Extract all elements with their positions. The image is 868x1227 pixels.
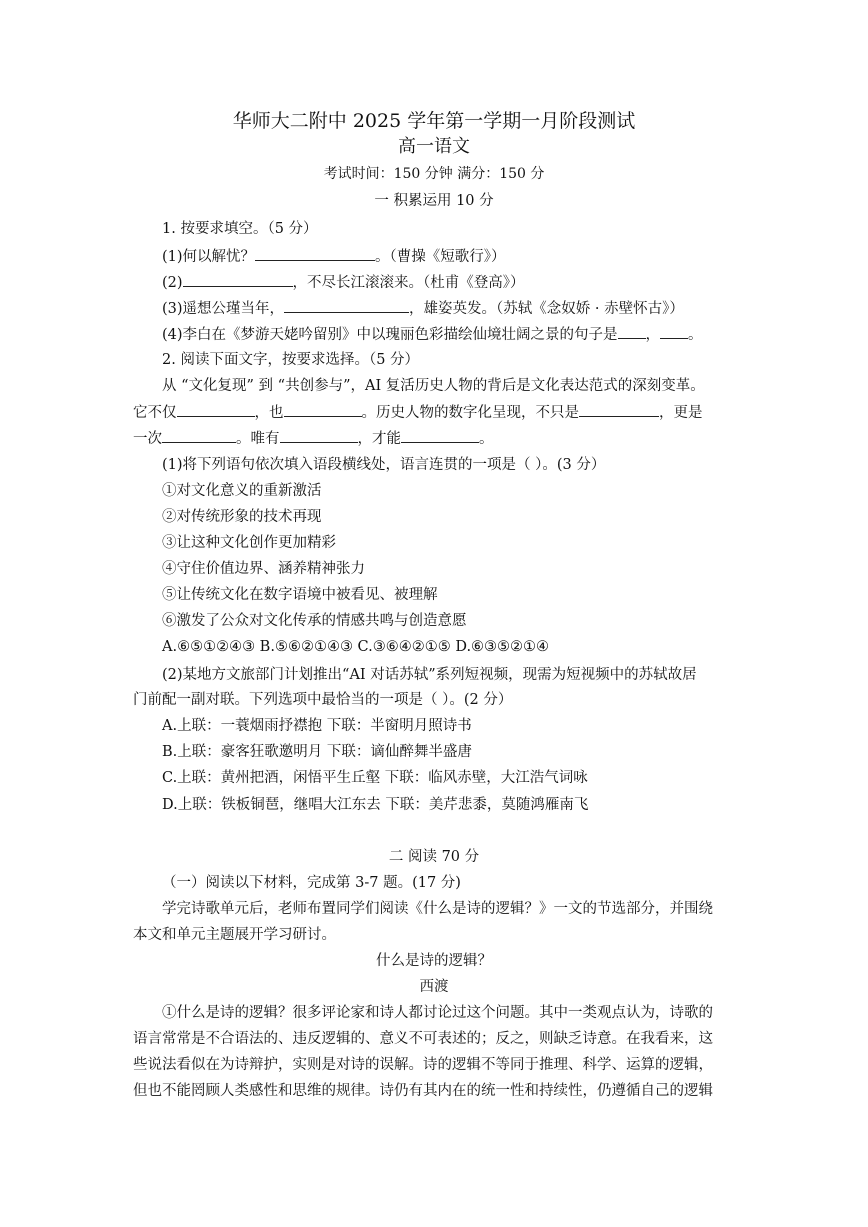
q2-option: C.上联：黄州把酒，闲悟平生丘壑 下联：临风赤壁，大江浩气词咏 [162, 770, 588, 786]
article-author: 西渡 [419, 979, 449, 995]
intro-line-2: 本文和单元主题展开学习研讨。 [133, 927, 336, 943]
q2-passage-line-2 [133, 402, 703, 423]
section-2-heading: 二 阅读 70 分 [388, 849, 480, 865]
exam-subtitle: 高一语文 [398, 136, 470, 157]
q1-line-3-a: (3)遥想公瑾当年， [162, 301, 285, 317]
q2-item: ⑥激发了公众对文化传承的情感共鸣与创造意愿 [162, 613, 467, 629]
q2-p3-b: 。唯有 [236, 431, 280, 447]
q2-p3-a: 一次 [133, 431, 162, 447]
q1-line-4-b: ， [645, 327, 661, 343]
q2-sub-question-2-line-2: 门前配一副对联。下列选项中最恰当的一项是（ ）。(2 分） [133, 692, 513, 708]
q1-line-2-a: (2) [162, 275, 183, 291]
blank [284, 402, 362, 417]
q2-choices: A.⑥⑤①②④③ B.⑤⑥②①④③ C.③⑥④②①⑤ D.⑥③⑤②①④ [162, 639, 550, 655]
q2-sub-question-2-line-1: (2)某地方文旅部门计划推出“AI 对话苏轼”系列短视频，现需为短视频中的苏轼故居 [162, 667, 697, 683]
blank [162, 428, 236, 443]
q2-p2-d: ，更是 [659, 405, 703, 421]
blank [579, 402, 659, 417]
q2-item: ③让这种文化创作更加精彩 [162, 535, 336, 551]
q1-line-4-a: (4)李白在《梦游天姥吟留别》中以瑰丽色彩描绘仙境壮阔之景的句子是 [162, 327, 618, 343]
q2-passage-line-3 [133, 428, 494, 449]
blank [177, 402, 255, 417]
blank [618, 324, 646, 339]
article-title: 什么是诗的逻辑？ [376, 953, 492, 969]
blank [284, 298, 409, 313]
exam-info: 考试时间：150 分钟 满分：150 分 [323, 166, 545, 182]
q1-line-1 [162, 246, 506, 267]
article-body-line: 语言常常是不合语法的、违反逻辑的、意义不可表述的；反之，则缺乏诗意。在我看来，这 [133, 1031, 713, 1047]
article-body-line: 但也不能罔顾人类感性和思维的规律。诗仍有其内在的统一性和持续性，仍遵循自己的逻辑 [133, 1083, 713, 1099]
q2-p2-c: 。历史人物的数字化呈现，不只是 [361, 405, 579, 421]
q2-sub-question-1: (1)将下列语句依次填入语段横线处，语言连贯的一项是（ ）。(3 分） [162, 457, 606, 473]
q2-passage-line-1: 从 “文化复现” 到 “共创参与”，AI 复活历史人物的背后是文化表达范式的深刻变革。 [162, 378, 705, 394]
blank [183, 272, 293, 287]
q2-item: ①对文化意义的重新激活 [162, 483, 322, 499]
blank [255, 246, 375, 261]
q1-line-4 [162, 324, 703, 345]
q2-item: ②对传统形象的技术再现 [162, 509, 322, 525]
section-1-heading: 一 积累运用 10 分 [374, 193, 494, 209]
article-body-line: ①什么是诗的逻辑？很多评论家和诗人都讨论过这个问题。其中一类观点认为，诗歌的 [162, 1005, 713, 1021]
exam-title: 华师大二附中 2025 学年第一学期一月阶段测试 [232, 110, 636, 132]
q1-line-4-c: 。 [688, 327, 703, 343]
q2-title: 2. 阅读下面文字，按要求选择。（5 分） [162, 352, 420, 368]
q1-title: 1. 按要求填空。（5 分） [162, 221, 318, 237]
q2-item: ④守住价值边界、涵养精神张力 [162, 561, 365, 577]
q1-line-1-b: 。（曹操《短歌行》） [375, 249, 506, 265]
q1-line-1-a: (1)何以解忧？ [162, 249, 256, 265]
article-body-line: 些说法看似在为诗辩护，实则是对诗的误解。诗的逻辑不等同于推理、科学、运算的逻辑， [133, 1057, 713, 1073]
blank [401, 428, 479, 443]
q1-line-2-b: ，不尽长江滚滚来。（杜甫《登高》） [292, 275, 525, 291]
q1-line-3-b: ，雄姿英发。（苏轼《念奴娇 · 赤壁怀古》） [409, 301, 684, 317]
q2-option: B.上联：豪客狂歌邀明月 下联：谪仙醉舞半盛唐 [162, 744, 472, 760]
q2-option: A.上联：一蓑烟雨抒襟抱 下联：半窗明月照诗书 [162, 718, 472, 734]
q1-line-2 [162, 272, 525, 293]
q2-p2-b: ，也 [254, 405, 284, 421]
q2-option: D.上联：铁板铜琶，继唱大江东去 下联：美芹悲黍，莫随鸿雁南飞 [162, 797, 589, 813]
q2-item: ⑤让传统文化在数字语境中被看见、被理解 [162, 587, 438, 603]
q2-p3-d: 。 [479, 431, 494, 447]
q2-p2-a: 它不仅 [133, 405, 177, 421]
q2-p3-c: ，才能 [357, 431, 401, 447]
blank [660, 324, 688, 339]
intro-line-1: 学完诗歌单元后，老师布置同学们阅读《什么是诗的逻辑？》一文的节选部分，并围绕 [162, 901, 713, 917]
part-1-heading: （一）阅读以下材料，完成第 3-7 题。(17 分) [162, 875, 461, 891]
q1-line-3 [162, 298, 684, 319]
blank [280, 428, 358, 443]
